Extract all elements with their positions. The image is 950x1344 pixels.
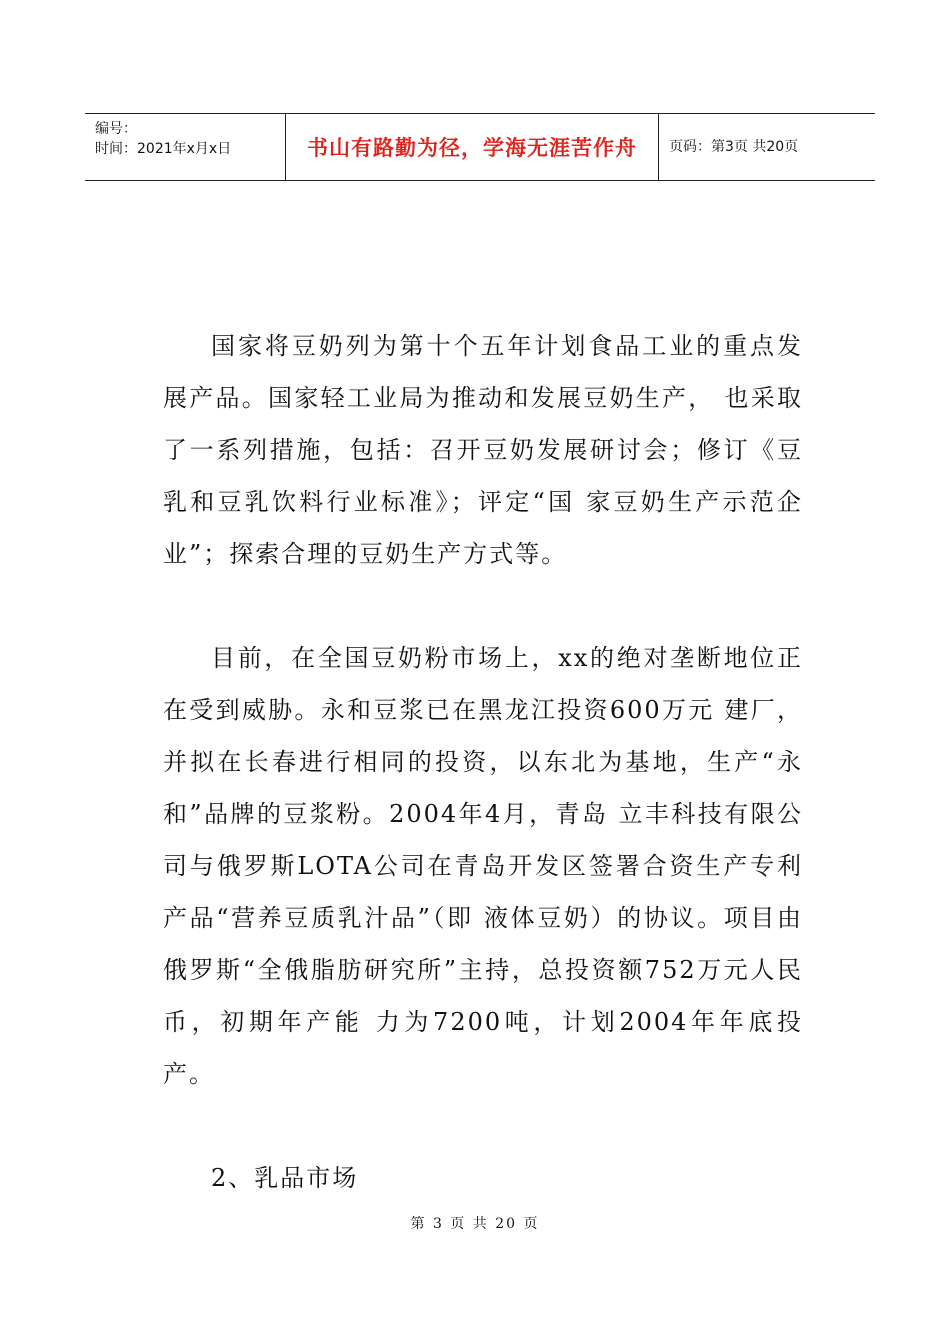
header-page-cell — [659, 114, 875, 180]
header-motto: 书山有路勤为径，学海无涯苦作舟 — [307, 136, 637, 160]
paragraph-soymilk-market: 目前，在全国豆奶粉市场上，xx的绝对垄断地位正在受到威胁。永和豆浆已在黑龙江投资600万元 建厂，并拟在长春进行相同的投资，以东北为基地，生产“永和”品牌的豆浆粉。2004年4月，青岛 立丰科技有限公司与俄罗斯LOTA公司在青岛开发区签署合资生产专利产品“营养豆质乳汁品”（即 液体豆奶）的协议。项目由俄罗斯“全俄脂肪研究所”主持，总投资额752万元人民币，初期年产能 力为7200吨，计划2004年年底投产。 — [163, 644, 803, 1088]
page-footer: 第 3 页 共 20 页 — [410, 1216, 540, 1232]
header-motto-cell — [285, 114, 659, 180]
paragraph-soymilk-policy: 国家将豆奶列为第十个五年计划食品工业的重点发展产品。国家轻工业局为推动和发展豆奶生产， 也采取了一系列措施，包括：召开豆奶发展研讨会；修订《豆乳和豆乳饮料行业标准》；评定“国 家豆奶生产示范企业”；探索合理的豆奶生产方式等。 — [163, 332, 803, 568]
header-meta — [85, 114, 285, 180]
header-page-info: 页码：第3页 共20页 — [669, 139, 799, 155]
document-header — [85, 113, 875, 181]
document-time-label: 时间：2021年x月x日 — [95, 141, 232, 157]
section-heading-dairy-market: 2、乳品市场 — [211, 1164, 359, 1192]
document-number-label: 编号： — [95, 121, 137, 137]
document-body — [163, 320, 803, 1204]
